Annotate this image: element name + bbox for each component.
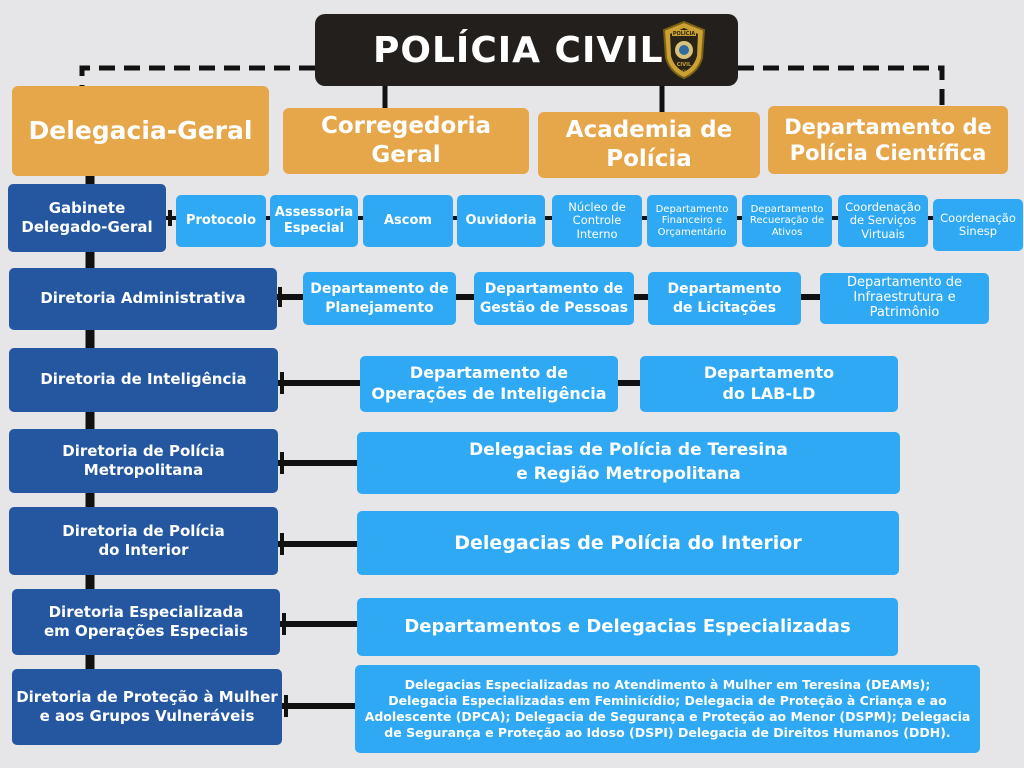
dept-gestao-pessoas xyxy=(474,272,634,325)
item-label: Departamento Recueração de Ativos xyxy=(749,203,825,238)
dept-label: Departamento de Operações de Inteligência xyxy=(371,363,607,403)
dept-label: Departamento de Licitações xyxy=(667,281,782,316)
directorate-metropolitana xyxy=(9,429,278,493)
police-badge-icon xyxy=(660,20,708,80)
directorate-label: Diretoria de Polícia do Interior xyxy=(62,521,225,559)
directorate-label: Diretoria de Polícia Metropolitana xyxy=(62,441,225,479)
item-label: Ouvidoria xyxy=(465,212,537,228)
directorate-label: Diretoria Especializada em Operações Especiais xyxy=(43,602,249,640)
dept-interior xyxy=(357,511,899,575)
gabinete-label: Gabinete Delegado-Geral xyxy=(21,198,153,236)
unit-academia-policia xyxy=(538,112,760,178)
dept-label: Delegacias de Polícia do Interior xyxy=(454,531,802,554)
item-label: Departamento Financeiro e Orçamentário xyxy=(655,203,729,238)
dept-label: Departamento de Infraestrutura e Patrimônio xyxy=(847,275,962,320)
unit-label: Corregedoria Geral xyxy=(320,113,492,168)
dept-label: Departamento do LAB-LD xyxy=(703,363,835,403)
dept-especializadas xyxy=(357,598,898,656)
dept-licitacoes xyxy=(648,272,801,325)
gabinete-item-ouvidoria xyxy=(457,195,545,247)
dept-label: Departamento de Gestão de Pessoas xyxy=(479,281,629,316)
badge-text-top: POLÍCIA xyxy=(672,31,696,37)
gabinete-item-ascom xyxy=(363,195,453,247)
dept-label: Delegacias de Polícia de Teresina e Região Metropolitana xyxy=(469,440,788,484)
dept-lab-ld xyxy=(640,356,898,412)
item-label: Protocolo xyxy=(185,212,257,228)
gabinete-item-financeiro xyxy=(647,195,737,247)
gabinete-box xyxy=(8,184,166,252)
directorate-interior xyxy=(9,507,278,575)
unit-policia-cientifica xyxy=(768,106,1008,174)
item-label: Assessoria Especial xyxy=(274,205,354,236)
dept-planejamento xyxy=(303,272,456,325)
directorate-label: Diretoria de Proteção à Mulher e aos Grupos Vulneráveis xyxy=(16,687,278,725)
dashed-connector-right xyxy=(738,68,942,106)
gabinete-item-sinesp xyxy=(933,199,1023,251)
gabinete-item-nucleo xyxy=(552,195,642,247)
unit-corregedoria-geral xyxy=(283,108,529,174)
item-label: Ascom xyxy=(384,212,432,228)
unit-label: Delegacia-Geral xyxy=(28,116,253,146)
item-label: Núcleo de Controle Interno xyxy=(568,200,626,241)
unit-label: Academia de Polícia xyxy=(565,117,733,172)
gabinete-item-recuperacao xyxy=(742,195,832,247)
unit-delegacia-geral xyxy=(12,86,269,176)
item-label: Coordenação de Serviços Virtuais xyxy=(845,200,921,241)
dept-label: Departamentos e Delegacias Especializadas xyxy=(404,616,851,638)
badge-text-bottom: CIVIL xyxy=(676,62,692,68)
gabinete-item-assessoria xyxy=(270,195,358,247)
directorate-operacoes-especiais xyxy=(12,589,280,655)
gabinete-item-servicos-virtuais xyxy=(838,195,928,247)
directorate-label: Diretoria de Inteligência xyxy=(40,370,247,389)
directorate-label: Diretoria Administrativa xyxy=(40,289,246,308)
gabinete-item-protocolo xyxy=(176,195,266,247)
page-title: POLÍCIA CIVIL xyxy=(373,29,664,71)
dept-label: Delegacias Especializadas no Atendimento à Mulher em Teresina (DEAMs); Delegacia Especializadas em Feminicídio; Delegacia de Proteção à Criança e ao Adolescente (DPCA); Delegacia de Segurança e Proteção ao Menor (DSPM); Delegacia de Segurança e Proteção ao Idoso (DSPI) Delegacia de Direitos Humanos (DDH). xyxy=(364,676,971,741)
directorate-inteligencia xyxy=(9,348,278,412)
dept-protecao-mulher-list xyxy=(355,665,980,753)
directorate-administrativa xyxy=(9,268,277,330)
dept-label: Departamento de Planejamento xyxy=(310,281,449,316)
badge-text-state: PI xyxy=(682,69,686,74)
directorate-protecao-mulher xyxy=(12,669,282,745)
dept-operacoes-inteligencia xyxy=(360,356,618,412)
unit-label: Departamento de Polícia Científica xyxy=(784,114,992,165)
dept-infraestrutura xyxy=(820,273,989,324)
dept-teresina-metropolitana xyxy=(357,432,900,494)
item-label: Coordenação Sinesp xyxy=(940,210,1016,238)
